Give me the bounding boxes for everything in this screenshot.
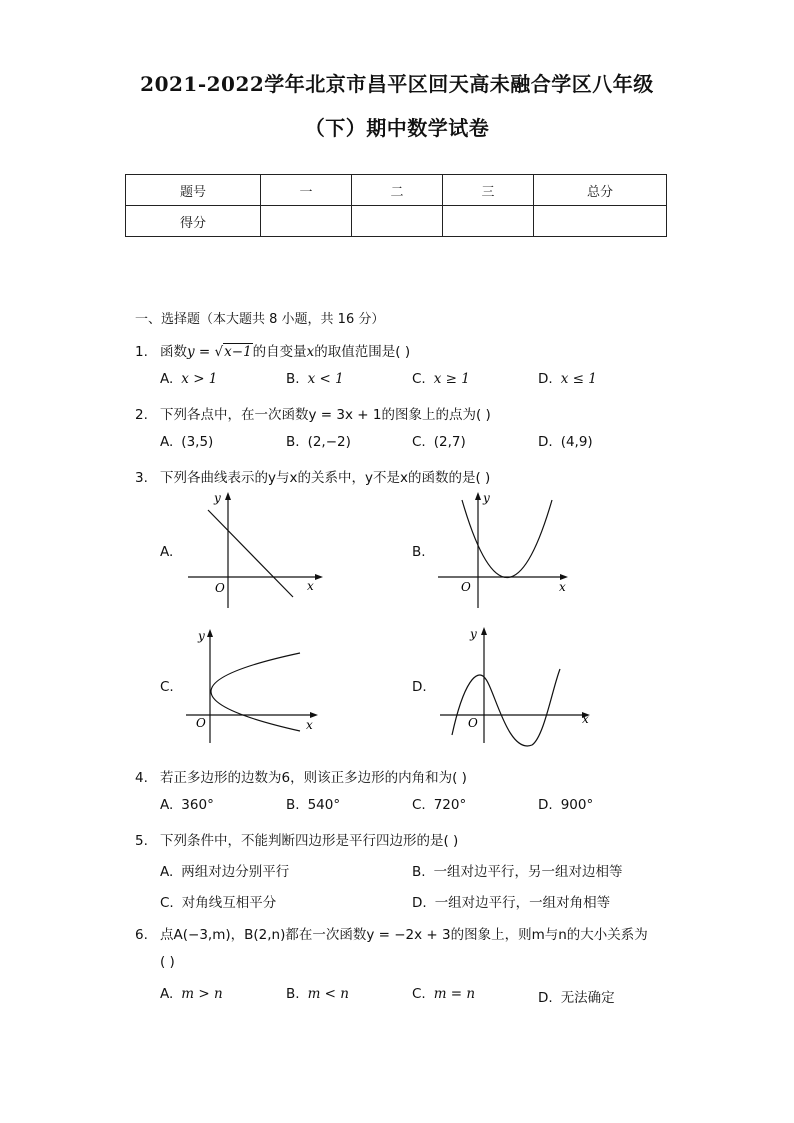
q5-option-b [412,860,623,880]
q2-option-d [538,434,593,450]
option-text: (2,7) [433,434,466,450]
y-axis-arrow [481,627,487,635]
q1-text-eq: = [194,344,215,360]
graph-a-line [180,490,330,615]
question-6-continuation: ( ) [160,954,175,970]
question-3 [135,466,490,486]
q2-option-b [286,434,351,450]
option-text: 900° [560,797,594,813]
graph-c-sideways-parabola [180,625,330,750]
option-text: x ≥ 1 [433,371,470,387]
option-label: B. [286,797,300,813]
q4-option-a [160,797,214,813]
option-text: 720° [433,797,467,813]
x-axis-label: x [307,579,314,593]
q3-option-c-label: C. [160,679,174,695]
option-text: 一组对边平行，一组对角相等 [434,895,611,911]
option-label: A. [160,864,174,880]
question-number: 3. [135,470,148,486]
score-row-label: 得分 [126,206,261,237]
option-label: D. [412,895,427,911]
option-label: B. [412,864,426,880]
option-label: B. [286,986,300,1002]
q3-option-d-label: D. [412,679,427,695]
exam-title-line1: 2021-2022学年北京市昌平区回天高未融合学区八年级 [140,72,654,96]
q4-option-b [286,797,340,813]
exam-title-line2: （下）期中数学试卷 [304,116,490,140]
score-header-cell: 题号 [126,175,261,206]
question-text: 下列各曲线表示的y与x的关系中，y不是x的函数的是( ) [160,470,491,486]
q5-option-c [160,891,276,911]
curve-sideways [211,653,300,731]
y-axis-arrow [207,629,213,637]
score-cell [443,206,534,237]
origin-label: O [461,580,471,594]
q1-option-c [412,371,470,387]
curve-parabola [462,500,552,578]
option-label: A. [160,371,174,387]
x-axis-arrow [315,574,323,580]
question-1 [135,340,410,360]
q1-option-a [160,371,217,387]
score-cell [352,206,443,237]
option-text: m = n [433,986,476,1002]
option-label: A. [160,434,174,450]
option-text: m < n [307,986,349,1002]
q6-option-d [538,986,615,1006]
option-label: D. [538,434,553,450]
option-label: C. [160,895,174,911]
option-label: D. [538,990,553,1006]
q6-option-b [286,986,349,1002]
score-table [125,174,667,237]
option-label: C. [412,986,426,1002]
question-number: 2. [135,407,148,423]
score-cell [261,206,352,237]
q2-option-a [160,434,213,450]
y-axis-label: y [470,627,477,641]
q4-option-d [538,797,593,813]
option-label: B. [286,434,300,450]
option-text: 两组对边分别平行 [181,864,290,880]
q4-option-c [412,797,466,813]
q1-text-pre: 函数 [160,344,187,360]
q2-option-c [412,434,466,450]
score-table-header-row [126,175,667,206]
origin-label: O [468,716,478,730]
question-text: 点A(−3,m)，B(2,n)都在一次函数y = −2x + 3的图象上，则m与n的大小关系为 [160,927,648,943]
score-table-score-row [126,206,667,237]
question-6 [135,923,648,943]
option-label: D. [538,371,553,387]
question-number: 5. [135,833,148,849]
q5-option-d [412,891,610,911]
x-axis-label: x [306,718,313,732]
score-header-cell: 一 [261,175,352,206]
option-text: 一组对边平行，另一组对边相等 [433,864,623,880]
x-axis-label: x [582,712,589,726]
option-label: A. [160,986,174,1002]
q3-option-a-label: A. [160,544,174,560]
option-text: (4,9) [560,434,593,450]
curve-wave [452,669,560,746]
option-text: (3,5) [181,434,214,450]
section-heading: 一、选择题（本大题共 8 小题，共 16 分） [135,312,385,327]
question-number: 1. [135,344,148,360]
q1-var-x: x [306,344,315,360]
q6-option-c [412,986,475,1002]
question-text: 若正多边形的边数为6，则该正多边形的内角和为( ) [160,770,467,786]
graph-d-wave [432,625,597,750]
option-label: A. [160,797,174,813]
q1-option-b [286,371,344,387]
y-axis-arrow [475,492,481,500]
option-text: 无法确定 [560,990,615,1006]
option-label: D. [538,797,553,813]
option-text: x > 1 [181,371,218,387]
question-4 [135,766,467,786]
option-text: x < 1 [307,371,344,387]
option-label: C. [412,434,426,450]
q1-var-y: y [187,344,195,360]
graph-b-parabola [432,490,582,615]
question-number: 6. [135,927,148,943]
origin-label: O [215,581,225,595]
q6-option-a [160,986,223,1002]
option-text: m > n [181,986,223,1002]
y-axis-label: y [198,629,205,643]
score-header-cell: 总分 [534,175,667,206]
option-label: B. [286,371,300,387]
x-axis-label: x [559,580,566,594]
option-text: 360° [181,797,214,813]
sqrt-sign: √ [214,344,224,360]
q1-option-d [538,371,597,387]
q1-text-mid: 的自变量 [252,344,307,360]
option-text: (2,−2) [307,434,351,450]
option-label: C. [412,371,426,387]
question-number: 4. [135,770,148,786]
option-text: 对角线互相平分 [181,895,277,911]
option-text: 540° [307,797,341,813]
question-5 [135,829,458,849]
q5-option-a [160,860,289,880]
option-text: x ≤ 1 [560,371,597,387]
question-2 [135,403,491,423]
question-text: 下列条件中，不能判断四边形是平行四边形的是( ) [160,833,459,849]
score-cell [534,206,667,237]
y-axis-label: y [214,491,221,505]
origin-label: O [196,716,206,730]
y-axis-label: y [483,491,490,505]
q1-radicand: x−1 [224,344,252,360]
question-text: 下列各点中，在一次函数y = 3x + 1的图象上的点为( ) [160,407,491,423]
q3-option-b-label: B. [412,544,426,560]
score-header-cell: 二 [352,175,443,206]
option-label: C. [412,797,426,813]
q1-text-post: 的取值范围是( ) [314,344,411,360]
score-header-cell: 三 [443,175,534,206]
y-axis-arrow [225,492,231,500]
